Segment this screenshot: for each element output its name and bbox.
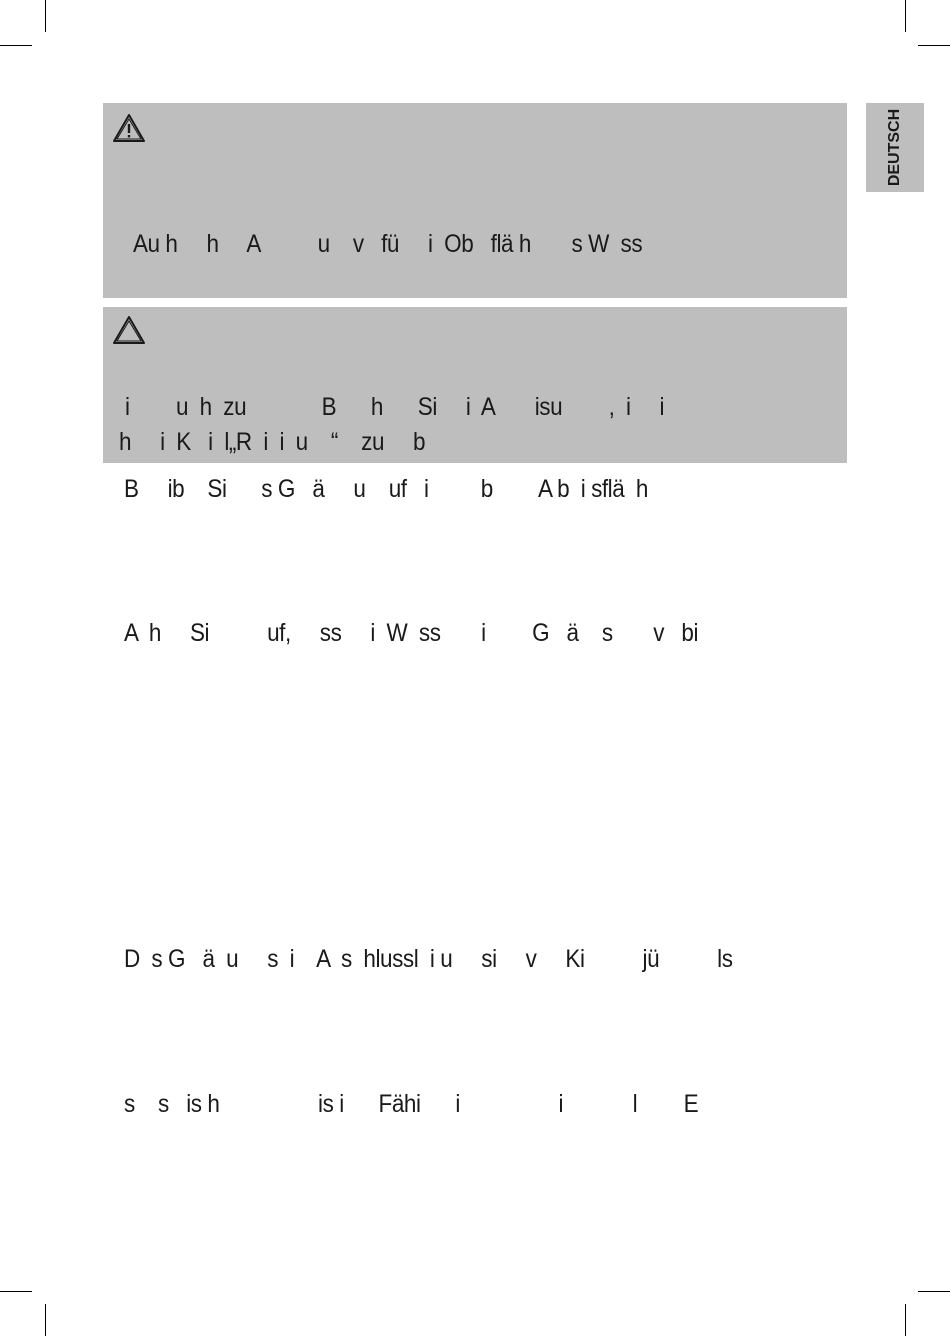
body-paragraph-2: A h Si uf, ss i W ss i G ä s v bi	[124, 619, 699, 647]
caution-notice-text-line-1: i u h zu B h Si i A isu , i i	[125, 393, 665, 421]
crop-mark-bottom-right-h	[918, 1291, 950, 1292]
crop-mark-top-left-v	[45, 0, 46, 32]
warning-notice-text: Au h h A u v fü i Ob flä h s W ss	[133, 230, 643, 258]
crop-mark-bottom-right-v	[905, 1304, 906, 1336]
body-paragraph-3: D s G ä u s i A s hlussl i u si v Ki jü ls	[124, 945, 733, 973]
crop-mark-top-left-h	[0, 45, 32, 46]
crop-mark-top-right-h	[918, 45, 950, 46]
caution-triangle-icon	[112, 315, 146, 345]
crop-mark-bottom-left-v	[45, 1304, 46, 1336]
crop-mark-bottom-left-h	[0, 1291, 32, 1292]
caution-notice-text-line-2: h i K i l„R i i u “ zu b	[119, 428, 426, 456]
crop-mark-top-right-v	[905, 0, 906, 32]
warning-notice	[103, 103, 847, 298]
warning-triangle-icon	[112, 113, 146, 143]
language-tab	[866, 103, 924, 192]
body-paragraph-1: B ib Si s G ä u uf i b A b i sflä h	[124, 475, 648, 503]
body-paragraph-4: s s is h is i Fähi i i l E	[124, 1090, 699, 1118]
language-tab-label: DEUTSCH	[886, 108, 903, 187]
caution-notice	[103, 307, 847, 463]
